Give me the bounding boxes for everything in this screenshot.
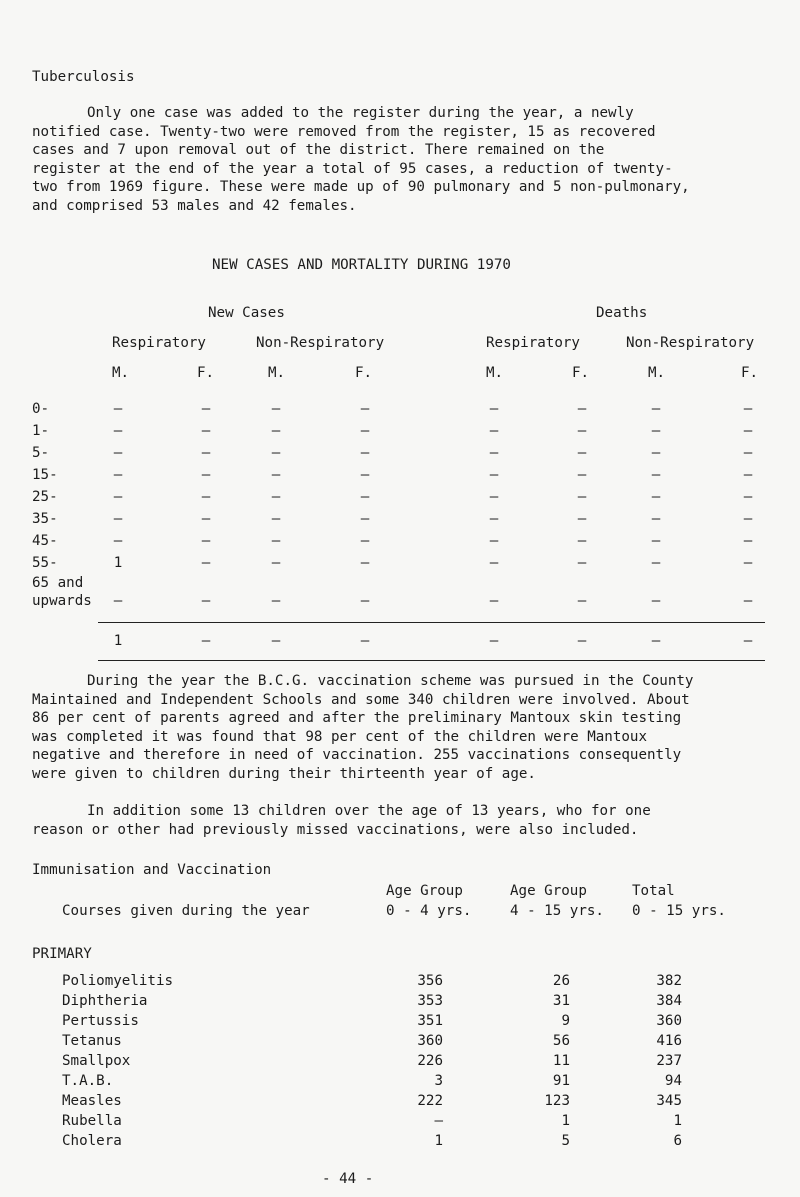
table-cell: –	[743, 533, 753, 549]
table-cell: –	[489, 423, 499, 439]
value-4-15: 11	[552, 1053, 570, 1069]
table-cell: –	[201, 533, 211, 549]
table-cell: –	[113, 445, 123, 461]
table-cell: –	[201, 445, 211, 461]
col-header: Age Group	[386, 883, 463, 899]
table-cell: –	[201, 423, 211, 439]
header-sex: M.	[268, 365, 286, 381]
total-cell: –	[201, 633, 211, 649]
table-cell: –	[651, 423, 661, 439]
table-cell: –	[201, 511, 211, 527]
table-cell: –	[651, 511, 661, 527]
header-respiratory: Respiratory	[486, 335, 580, 351]
text-line: In addition some 13 children over the age of 13 years, who for one	[87, 803, 651, 819]
divider	[98, 660, 765, 661]
value-0-4: 351	[417, 1013, 443, 1029]
header-sex: M.	[112, 365, 130, 381]
header-sex: M.	[648, 365, 666, 381]
value-4-15: 123	[544, 1093, 570, 1109]
table-cell: –	[271, 489, 281, 505]
header-sex: F.	[572, 365, 590, 381]
value-4-15: 91	[552, 1073, 570, 1089]
table-cell: –	[489, 593, 499, 609]
value-0-4: 3	[434, 1073, 443, 1089]
section-label: PRIMARY	[32, 946, 92, 962]
age-label: upwards	[32, 593, 92, 609]
table-cell: –	[651, 555, 661, 571]
value-total: 345	[656, 1093, 682, 1109]
table-cell: –	[271, 555, 281, 571]
table-cell: –	[360, 533, 370, 549]
table-cell: –	[113, 533, 123, 549]
value-0-4: –	[434, 1113, 443, 1129]
age-label: 0-	[32, 401, 50, 417]
value-total: 6	[673, 1133, 682, 1149]
table-cell: –	[360, 423, 370, 439]
total-cell: –	[489, 633, 499, 649]
value-total: 94	[664, 1073, 682, 1089]
value-0-4: 356	[417, 973, 443, 989]
table-title: NEW CASES AND MORTALITY DURING 1970	[212, 257, 511, 273]
table-cell: –	[743, 423, 753, 439]
table-cell: –	[743, 555, 753, 571]
table-cell: –	[489, 445, 499, 461]
divider	[98, 622, 765, 623]
table-cell: –	[743, 593, 753, 609]
age-label: 65 and	[32, 575, 84, 591]
table-cell: –	[577, 489, 587, 505]
table-cell: –	[651, 489, 661, 505]
value-total: 237	[656, 1053, 682, 1069]
table-cell: –	[271, 423, 281, 439]
text-line: were given to children during their thirteenth year of age.	[32, 765, 536, 782]
table-cell: –	[113, 401, 123, 417]
text-line: During the year the B.C.G. vaccination scheme was pursued in the County	[87, 673, 694, 689]
value-total: 384	[656, 993, 682, 1009]
table-cell: –	[201, 401, 211, 417]
value-4-15: 5	[561, 1133, 570, 1149]
text-line: two from 1969 figure. These were made up of 90 pulmonary and 5 non-pulmonary,	[32, 179, 690, 195]
table-cell: –	[489, 511, 499, 527]
text-line: register at the end of the year a total of 95 cases, a reduction of twenty-	[32, 160, 673, 177]
table-cell: –	[271, 511, 281, 527]
table-cell: –	[743, 445, 753, 461]
table-cell: –	[360, 593, 370, 609]
bcg-paragraph	[32, 672, 782, 783]
text-line: was completed it was found that 98 per cent of the children were Mantoux	[32, 728, 647, 745]
table-cell: –	[651, 533, 661, 549]
vaccine-name: T.A.B.	[62, 1073, 114, 1089]
table-cell: –	[577, 555, 587, 571]
table-cell: –	[360, 467, 370, 483]
table-cell: –	[360, 489, 370, 505]
table-cell: –	[489, 401, 499, 417]
table-cell: –	[743, 467, 753, 483]
courses-label: Courses given during the year	[62, 903, 310, 919]
age-label: 1-	[32, 423, 50, 439]
section-title: Tuberculosis	[32, 69, 135, 85]
header-non-respiratory: Non-Respiratory	[256, 335, 385, 351]
header-sex: F.	[197, 365, 215, 381]
col-header: 0 - 4 yrs.	[386, 903, 472, 919]
addition-paragraph	[32, 802, 782, 839]
total-cell: –	[271, 633, 281, 649]
value-4-15: 56	[552, 1033, 570, 1049]
table-cell: –	[113, 423, 123, 439]
age-label: 55-	[32, 555, 58, 571]
value-total: 360	[656, 1013, 682, 1029]
vaccine-name: Tetanus	[62, 1033, 122, 1049]
table-cell: –	[201, 593, 211, 609]
text-line: negative and therefore in need of vaccination. 255 vaccinations consequently	[32, 747, 682, 763]
col-header: Age Group	[510, 883, 587, 899]
total-cell: –	[651, 633, 661, 649]
table-cell: –	[651, 467, 661, 483]
table-cell: –	[577, 593, 587, 609]
vaccine-name: Rubella	[62, 1113, 122, 1129]
vaccine-name: Poliomyelitis	[62, 973, 174, 989]
table-cell: –	[577, 401, 587, 417]
value-4-15: 26	[552, 973, 570, 989]
vaccine-name: Pertussis	[62, 1013, 139, 1029]
immunisation-title: Immunisation and Vaccination	[32, 862, 272, 878]
table-cell: 1	[113, 555, 123, 571]
header-sex: F.	[741, 365, 759, 381]
col-header: 4 - 15 yrs.	[510, 903, 604, 919]
vaccine-name: Cholera	[62, 1133, 122, 1149]
table-cell: –	[201, 467, 211, 483]
value-0-4: 226	[417, 1053, 443, 1069]
age-label: 45-	[32, 533, 58, 549]
intro-paragraph	[32, 104, 782, 215]
table-cell: –	[743, 511, 753, 527]
value-0-4: 222	[417, 1093, 443, 1109]
value-0-4: 360	[417, 1033, 443, 1049]
value-total: 416	[656, 1033, 682, 1049]
age-label: 35-	[32, 511, 58, 527]
text-line: reason or other had previously missed vaccinations, were also included.	[32, 821, 639, 838]
text-line: and comprised 53 males and 42 females.	[32, 197, 357, 214]
table-cell: –	[577, 445, 587, 461]
header-respiratory: Respiratory	[112, 335, 206, 351]
age-label: 25-	[32, 489, 58, 505]
table-cell: –	[489, 467, 499, 483]
table-cell: –	[651, 445, 661, 461]
value-0-4: 1	[434, 1133, 443, 1149]
table-cell: –	[489, 533, 499, 549]
total-cell: –	[360, 633, 370, 649]
table-cell: –	[651, 593, 661, 609]
table-cell: –	[577, 467, 587, 483]
text-line: Maintained and Independent Schools and some 340 children were involved. About	[32, 691, 690, 708]
header-sex: F.	[355, 365, 373, 381]
table-cell: –	[651, 401, 661, 417]
table-cell: –	[360, 401, 370, 417]
table-cell: –	[113, 467, 123, 483]
total-cell: 1	[113, 633, 123, 649]
table-cell: –	[489, 489, 499, 505]
total-cell: –	[577, 633, 587, 649]
value-total: 382	[656, 973, 682, 989]
col-header: Total	[632, 883, 675, 899]
table-cell: –	[577, 511, 587, 527]
table-cell: –	[271, 533, 281, 549]
header-non-respiratory: Non-Respiratory	[626, 335, 755, 351]
col-header: 0 - 15 yrs.	[632, 903, 726, 919]
text-line: 86 per cent of parents agreed and after the preliminary Mantoux skin testing	[32, 710, 682, 726]
header-sex: M.	[486, 365, 504, 381]
text-line: cases and 7 upon removal out of the district. There remained on the	[32, 142, 605, 158]
header-new-cases: New Cases	[208, 305, 285, 321]
table-cell: –	[271, 445, 281, 461]
table-cell: –	[113, 593, 123, 609]
table-cell: –	[360, 511, 370, 527]
table-cell: –	[743, 489, 753, 505]
text-line: notified case. Twenty-two were removed from the register, 15 as recovered	[32, 123, 656, 140]
page-number: - 44 -	[322, 1171, 374, 1187]
table-cell: –	[577, 423, 587, 439]
value-0-4: 353	[417, 993, 443, 1009]
table-cell: –	[360, 555, 370, 571]
total-cell: –	[743, 633, 753, 649]
table-cell: –	[577, 533, 587, 549]
value-4-15: 9	[561, 1013, 570, 1029]
vaccine-name: Measles	[62, 1093, 122, 1109]
value-total: 1	[673, 1113, 682, 1129]
age-label: 15-	[32, 467, 58, 483]
table-cell: –	[113, 489, 123, 505]
header-deaths: Deaths	[596, 305, 648, 321]
table-cell: –	[360, 445, 370, 461]
table-cell: –	[201, 555, 211, 571]
table-cell: –	[271, 467, 281, 483]
table-cell: –	[271, 593, 281, 609]
vaccine-name: Diphtheria	[62, 993, 148, 1009]
age-label: 5-	[32, 445, 50, 461]
table-cell: –	[743, 401, 753, 417]
table-cell: –	[271, 401, 281, 417]
table-cell: –	[201, 489, 211, 505]
text-line: Only one case was added to the register during the year, a newly	[87, 105, 634, 121]
table-cell: –	[489, 555, 499, 571]
value-4-15: 31	[552, 993, 570, 1009]
vaccine-name: Smallpox	[62, 1053, 131, 1069]
table-cell: –	[113, 511, 123, 527]
value-4-15: 1	[561, 1113, 570, 1129]
